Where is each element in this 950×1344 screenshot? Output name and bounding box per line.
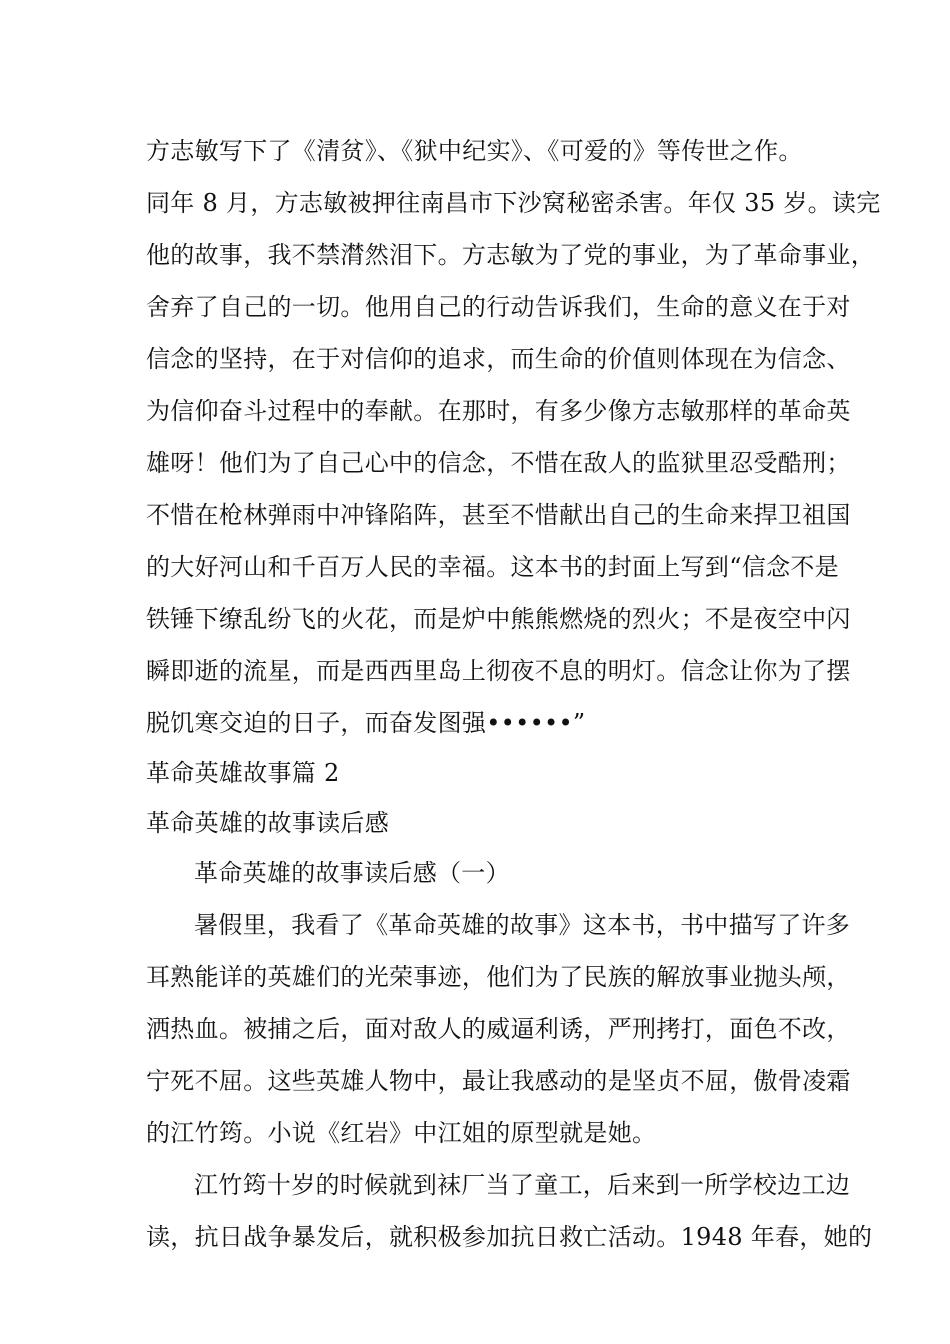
paragraph-line: 为信仰奋斗过程中的奉献。在那时，有多少像方志敏那样的革命英 (146, 397, 851, 425)
paragraph-line: 洒热血。被捕之后，面对敌人的威逼利诱，严刑拷打，面色不改， (146, 1015, 851, 1043)
paragraph-line: 瞬即逝的流星，而是西西里岛上彻夜不息的明灯。信念让你为了摆 (146, 657, 851, 685)
paragraph-line: 同年 8 月，方志敏被押往南昌市下沙窝秘密杀害。年仅 35 岁。读完 (146, 189, 881, 217)
article-title: 革命英雄的故事读后感 (146, 809, 389, 837)
paragraph-line: 脱饥寒交迫的日子，而奋发图强••••••” (146, 709, 586, 737)
paragraph-line: 雄呀！他们为了自己心中的信念，不惜在敌人的监狱里忍受酷刑； (146, 449, 851, 477)
paragraph-line: 铁锤下缭乱纷飞的火花，而是炉中熊熊燃烧的烈火；不是夜空中闪 (146, 605, 851, 633)
paragraph-line: 的江竹筠。小说《红岩》中江姐的原型就是她。 (146, 1119, 657, 1147)
paragraph-line: 舍弃了自己的一切。他用自己的行动告诉我们，生命的意义在于对 (146, 293, 851, 321)
paragraph-line: 方志敏写下了《清贫》、《狱中纪实》、《可爱的》等传世之作。 (146, 137, 803, 165)
section-heading: 革命英雄故事篇 2 (146, 759, 340, 787)
paragraph-line: 宁死不屈。这些英雄人物中，最让我感动的是坚贞不屈，傲骨凌霜 (146, 1067, 851, 1095)
paragraph-line: 耳熟能详的英雄们的光荣事迹，他们为了民族的解放事业抛头颅， (146, 963, 851, 991)
paragraph-line: 的大好河山和千百万人民的幸福。这本书的封面上写到“信念不是 (146, 553, 839, 581)
paragraph-line: 信念的坚持，在于对信仰的追求，而生命的价值则体现在为信念、 (146, 345, 851, 373)
paragraph-line: 读，抗日战争暴发后，就积极参加抗日救亡活动。1948 年春，她的 (146, 1223, 873, 1251)
paragraph-line: 暑假里，我看了《革命英雄的故事》这本书，书中描写了许多 (194, 911, 851, 939)
paragraph-line: 不惜在枪林弹雨中冲锋陷阵，甚至不惜献出自己的生命来捍卫祖国 (146, 501, 851, 529)
article-subtitle: 革命英雄的故事读后感（一） (194, 859, 510, 887)
paragraph-line: 他的故事，我不禁潸然泪下。方志敏为了党的事业，为了革命事业， (146, 241, 875, 269)
paragraph-line: 江竹筠十岁的时候就到袜厂当了童工，后来到一所学校边工边 (194, 1171, 851, 1199)
